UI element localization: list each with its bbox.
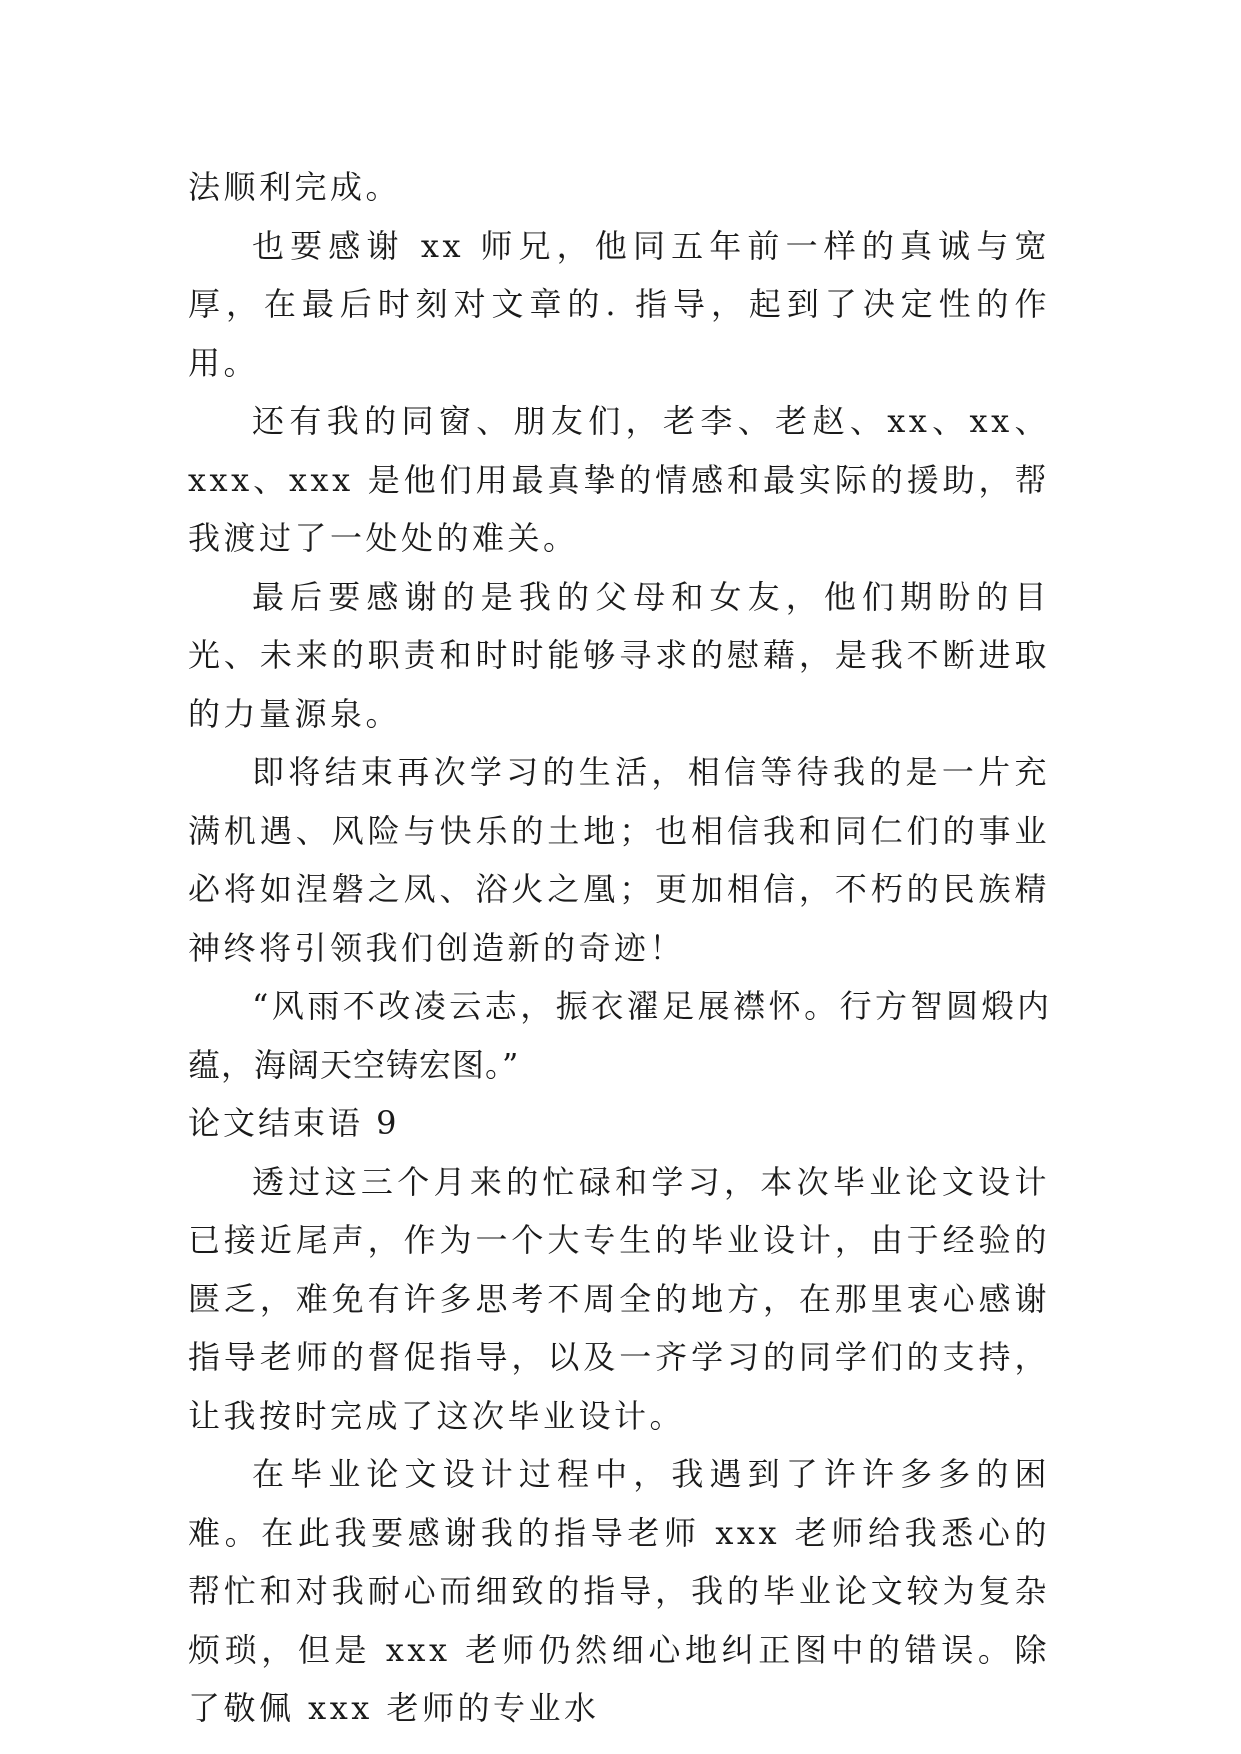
paragraph-thanks-family: 最后要感谢的是我的父母和女友，他们期盼的目光、未来的职责和时时能够寻求的慰藉，是我不断进取的力量源泉。 [188,577,1050,733]
paragraph-future: 即将结束再次学习的生活，相信等待我的是一片充满机遇、风险与快乐的土地；也相信我和同仁们的事业必将如涅磐之凤、浴火之凰；更加相信，不朽的民族精神终将引领我们创造新的奇迹！ [188,753,1050,967]
paragraph-thanks-advisor: 在毕业论文设计过程中，我遇到了许许多多的困难。在此我要感谢我的指导老师 xxx 老师给我悉心的帮忙和对我耐心而细致的指导，我的毕业论文较为复杂烦琐，但是 xxx 老师仍然细心地纠正图中的错误。除了敬佩 xxx 老师的专业水 [188,1455,1050,1727]
paragraph-thanks-senior: 也要感谢 xx 师兄，他同五年前一样的真诚与宽厚，在最后时刻对文章的. 指导，起到了决定性的作用。 [188,226,1050,382]
paragraph-continuation: 法顺利完成。 [188,168,402,206]
paragraph-graduation-design: 透过这三个月来的忙碌和学习，本次毕业论文设计已接近尾声，作为一个大专生的毕业设计，由于经验的匮乏，难免有许多思考不周全的地方，在那里衷心感谢指导老师的督促指导，以及一齐学习的同学们的支持，让我按时完成了这次毕业设计。 [188,1162,1050,1435]
document-body [188,158,1050,1738]
paragraph-thanks-friends: 还有我的同窗、朋友们，老李、老赵、xx、xx、xxx、xxx 是他们用最真挚的情感和最实际的援助，帮我渡过了一处处的难关。 [188,402,1050,557]
section-heading: 论文结束语 9 [188,1104,400,1142]
paragraph-quote: “风雨不改凌云志，振衣濯足展襟怀。行方智圆煅内蕴，海阔天空铸宏图。” [188,987,1050,1084]
